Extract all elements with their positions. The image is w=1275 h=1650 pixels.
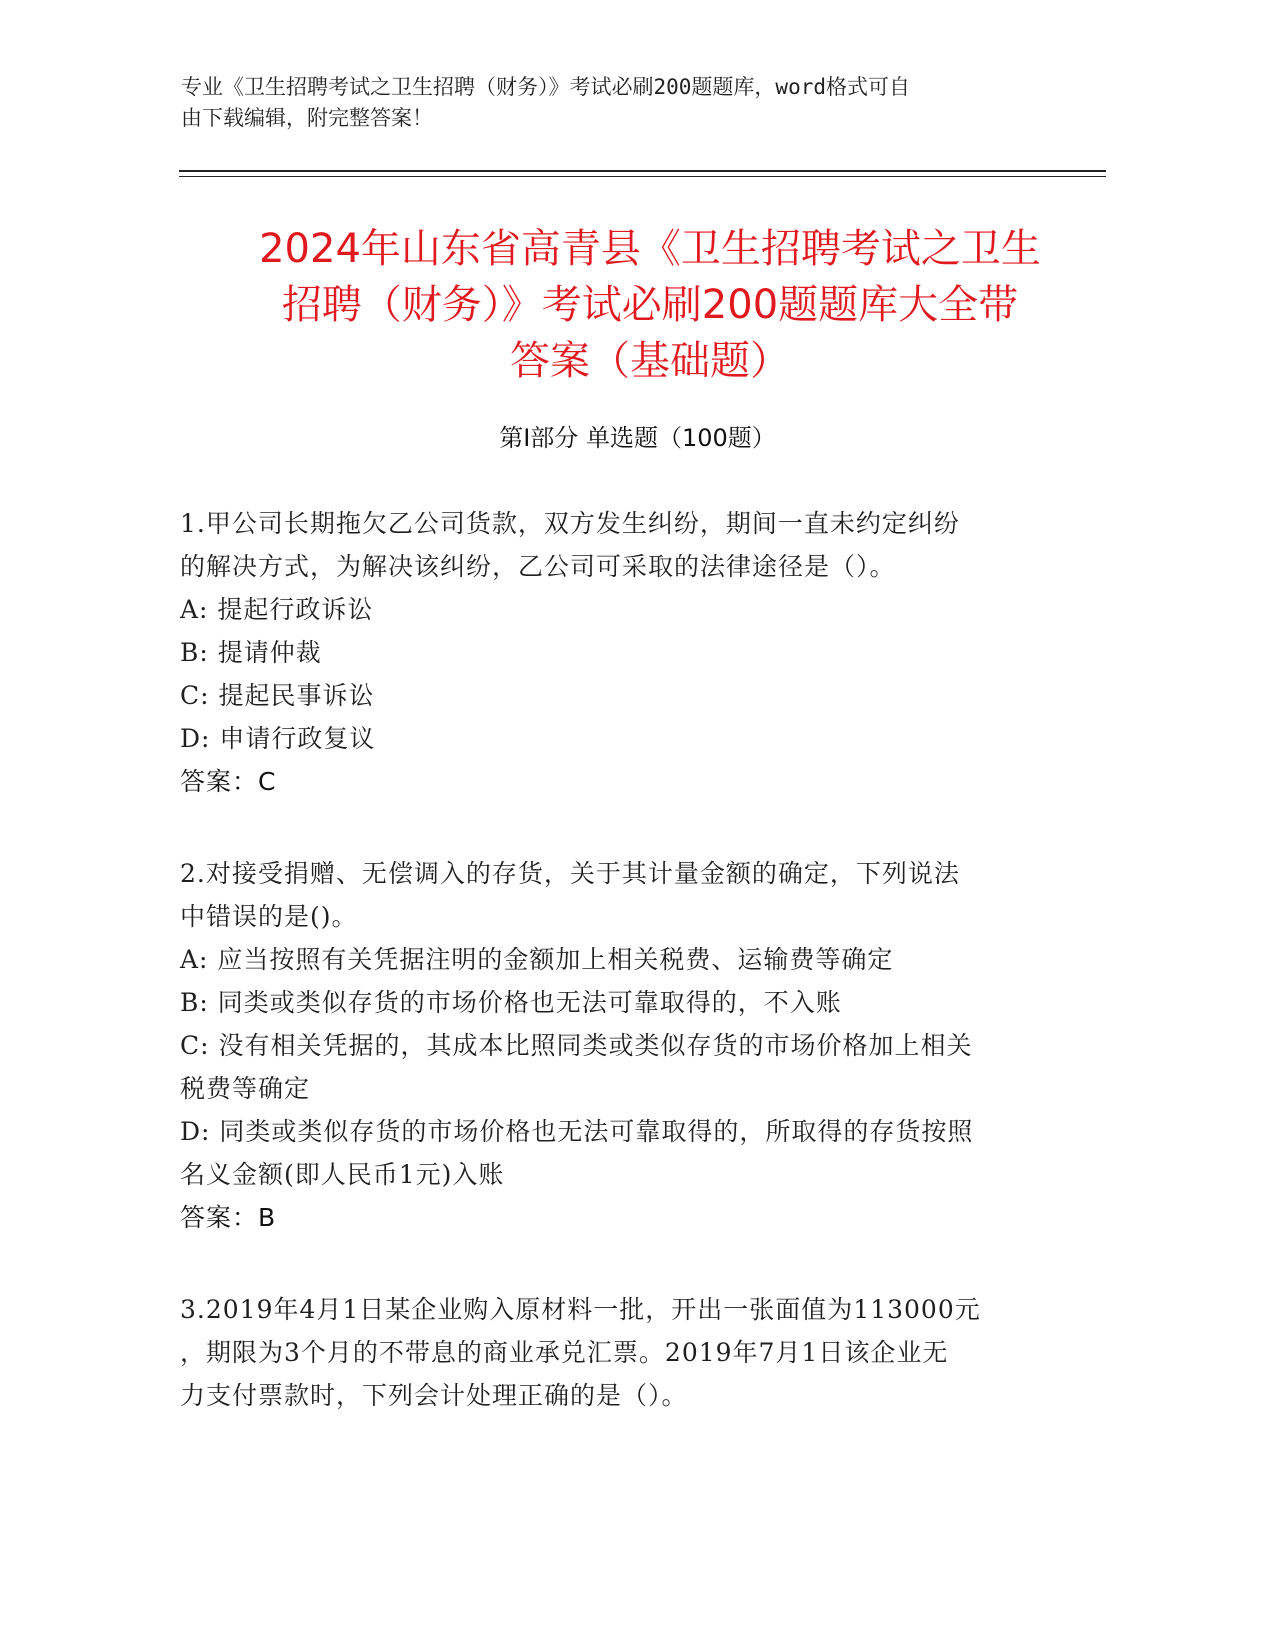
- option-d-continued: 名义金额(即人民币1元)入账: [180, 1160, 505, 1189]
- question-stem: 力支付票款时，下列会计处理正确的是（）。: [180, 1381, 688, 1410]
- title-line: 答案（基础题）: [510, 338, 790, 384]
- document-title: [150, 221, 1150, 389]
- option-d: D: 同类或类似存货的市场价格也无法可靠取得的，所取得的存货按照: [180, 1117, 974, 1146]
- header-note: [181, 72, 1041, 134]
- option-c: C: 提起民事诉讼: [180, 681, 375, 710]
- answer-label: 答案：C: [180, 767, 277, 796]
- header-note-line: 专业《卫生招聘考试之卫生招聘（财务）》考试必刷200题题库，word格式可自: [181, 75, 910, 99]
- title-line: 招聘（财务）》考试必刷200题题库大全带: [281, 282, 1019, 328]
- question-stem: 的解决方式，为解决该纠纷，乙公司可采取的法律途径是（）。: [180, 552, 896, 581]
- header-divider-thick: [179, 170, 1106, 172]
- option-a: A: 应当按照有关凭据注明的金额加上相关税费、运输费等确定: [180, 945, 894, 974]
- question-stem: 3.2019年4月1日某企业购入原材料一批，开出一张面值为113000元: [180, 1295, 981, 1324]
- question-2: [180, 852, 1040, 1240]
- option-a: A: 提起行政诉讼: [180, 595, 374, 624]
- question-stem: 2.对接受捐赠、无偿调入的存货，关于其计量金额的确定，下列说法: [180, 859, 960, 888]
- section-heading: 第Ⅰ部分 单选题（100题）: [499, 424, 776, 452]
- question-stem: 中错误的是()。: [180, 902, 358, 931]
- header-divider-thin: [179, 176, 1106, 177]
- answer-label: 答案：B: [180, 1203, 277, 1232]
- option-c: C: 没有相关凭据的，其成本比照同类或类似存货的市场价格加上相关: [180, 1031, 973, 1060]
- header-note-line: 由下载编辑，附完整答案！: [181, 106, 433, 130]
- option-b: B: 同类或类似存货的市场价格也无法可靠取得的，不入账: [180, 988, 842, 1017]
- title-line: 2024年山东省高青县《卫生招聘考试之卫生: [259, 226, 1041, 272]
- option-c-continued: 税费等确定: [180, 1074, 311, 1103]
- question-1: [180, 502, 1040, 804]
- option-d: D: 申请行政复议: [180, 724, 376, 753]
- option-b: B: 提请仲裁: [180, 638, 322, 667]
- question-3: [180, 1288, 1040, 1417]
- question-stem: ，期限为3个月的不带息的商业承兑汇票。2019年7月1日该企业无: [180, 1338, 949, 1367]
- question-stem: 1.甲公司长期拖欠乙公司货款，双方发生纠纷，期间一直未约定纠纷: [180, 509, 960, 538]
